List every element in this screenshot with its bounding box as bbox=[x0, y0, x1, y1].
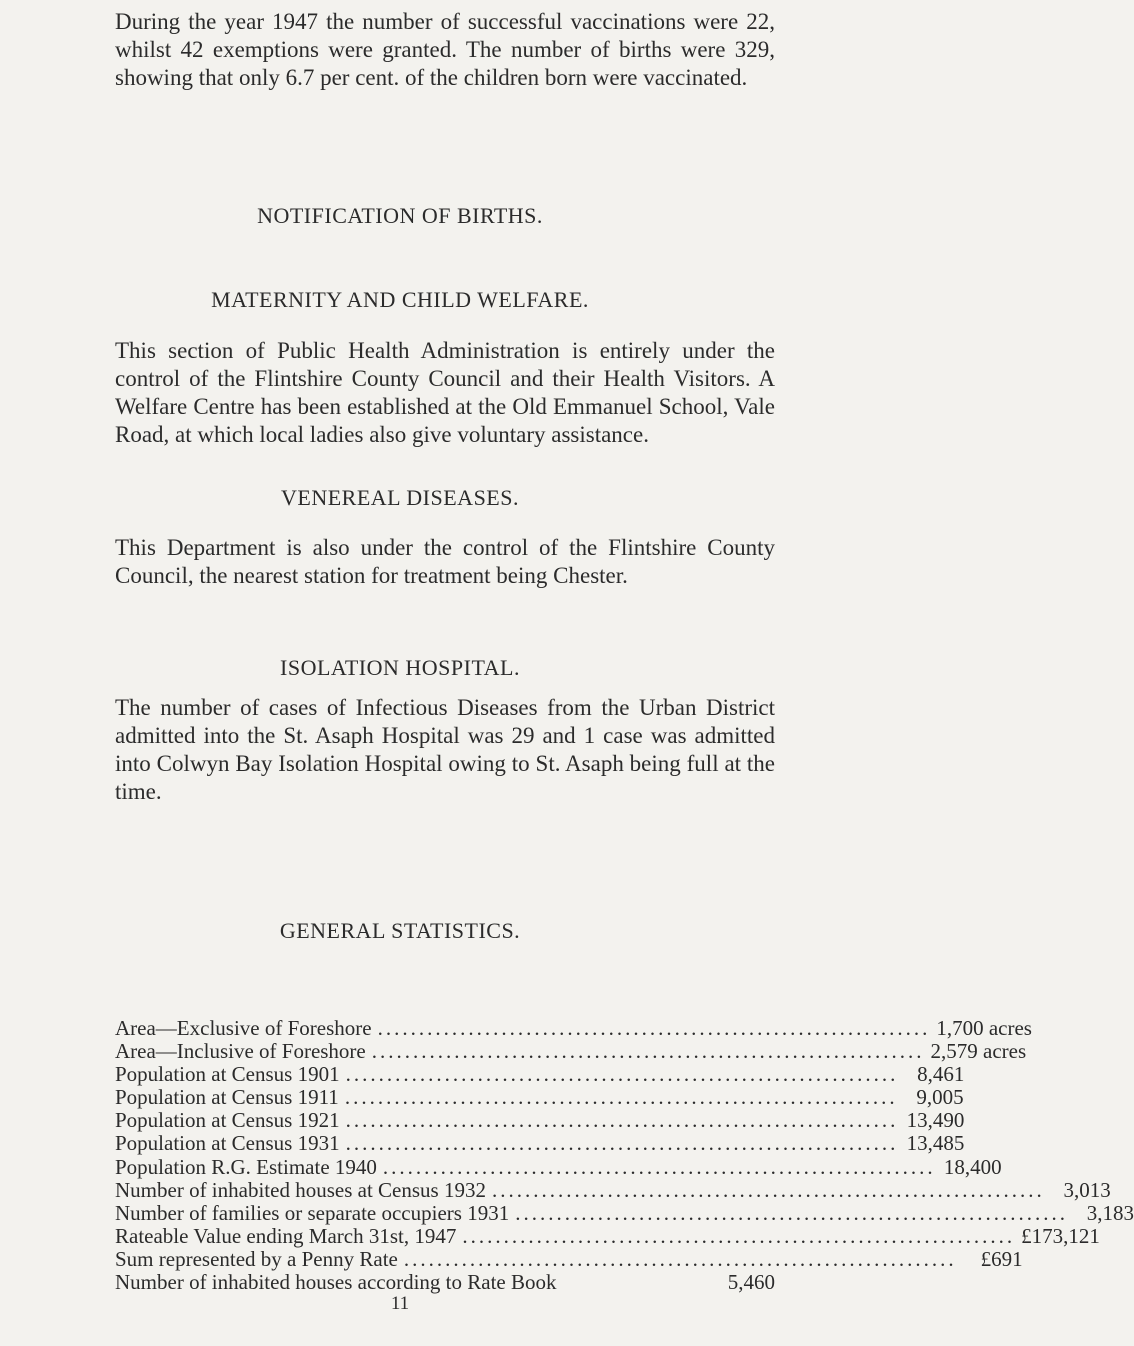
leader-dots: ................................................................... bbox=[345, 1062, 899, 1087]
statistics-row bbox=[115, 1177, 1111, 1202]
leader-dots: ................................................................... bbox=[371, 1039, 925, 1064]
statistics-row bbox=[115, 1131, 965, 1156]
leader-dots: ................................................................... bbox=[382, 1154, 936, 1179]
statistics-value: 8,461 bbox=[917, 1062, 965, 1087]
statistics-value: 3,013 bbox=[1063, 1177, 1111, 1202]
statistics-value: £691 bbox=[980, 1246, 1023, 1271]
isolation-paragraph: The number of cases of Infectious Diseases from the Urban District admitted into the St. Asaph Hospital was 29 and 1 case was admitted into Colwyn Bay Isolation Hospital owing to St. Asaph being full at the time. bbox=[115, 695, 775, 804]
statistics-label: Area—Inclusive of Foreshore bbox=[115, 1039, 366, 1064]
leader-dots: ................................................................... bbox=[345, 1131, 899, 1156]
statistics-row bbox=[115, 1223, 1100, 1248]
statistics-label: Number of inhabited houses at Census 1932 bbox=[115, 1177, 486, 1202]
statistics-label: Number of inhabited houses according to Rate Book bbox=[115, 1270, 557, 1295]
statistics-table bbox=[115, 1016, 1134, 1295]
maternity-paragraph: This section of Public Health Administration is entirely under the control of the Flintshire County Council and their Health Visitors. A Welfare Centre has been established at the Old Emmanuel School, Vale Road, at which local ladies also give voluntary assistance. bbox=[115, 338, 775, 447]
statistics-row bbox=[115, 1039, 1027, 1064]
statistics-value: 2,579 acres bbox=[930, 1039, 1027, 1064]
statistics-value: 18,400 bbox=[943, 1154, 1002, 1179]
leader-dots: ................................................................... bbox=[345, 1108, 899, 1133]
leader-dots: ................................................................... bbox=[403, 1246, 957, 1271]
statistics-label: Population at Census 1911 bbox=[115, 1085, 339, 1110]
statistics-value: 13,490 bbox=[906, 1108, 965, 1133]
statistics-row bbox=[115, 1085, 964, 1110]
leader-dots: ................................................................... bbox=[377, 1016, 931, 1040]
statistics-row bbox=[115, 1246, 1023, 1271]
general-statistics-heading: GENERAL STATISTICS. bbox=[279, 918, 521, 943]
statistics-row bbox=[115, 1016, 1032, 1040]
statistics-value: 1,700 acres bbox=[936, 1016, 1032, 1040]
statistics-value: 9,005 bbox=[916, 1085, 964, 1110]
statistics-row bbox=[115, 1108, 965, 1133]
statistics-row bbox=[115, 1271, 775, 1294]
statistics-row bbox=[115, 1200, 1134, 1225]
statistics-label: Population R.G. Estimate 1940 bbox=[115, 1154, 377, 1179]
isolation-heading: ISOLATION HOSPITAL. bbox=[280, 655, 520, 680]
page-number: 11 bbox=[390, 1293, 410, 1314]
leader-dots: ................................................................... bbox=[515, 1200, 1068, 1225]
venereal-heading: VENEREAL DISEASES. bbox=[281, 485, 519, 510]
statistics-label: Population at Census 1901 bbox=[115, 1062, 340, 1087]
notification-heading: NOTIFICATION OF BIRTHS. bbox=[257, 203, 543, 228]
leader-dots: ................................................................... bbox=[462, 1223, 1016, 1248]
maternity-heading: MATERNITY AND CHILD WELFARE. bbox=[211, 287, 589, 312]
statistics-row bbox=[115, 1062, 965, 1087]
statistics-value: 5,460 bbox=[727, 1270, 775, 1295]
statistics-label: Number of families or separate occupiers 1931 bbox=[115, 1200, 510, 1225]
leader-dots: ................................................................... bbox=[344, 1085, 898, 1110]
statistics-row bbox=[115, 1154, 1002, 1179]
vaccination-paragraph: During the year 1947 the number of successful vaccinations were 22, whilst 42 exemptions were granted. The number of births were 329, showing that only 6.7 per cent. of the children born were vaccinated. bbox=[115, 9, 775, 90]
statistics-label: Population at Census 1931 bbox=[115, 1131, 340, 1156]
statistics-label: Area—Exclusive of Foreshore bbox=[115, 1016, 372, 1040]
statistics-value: £173,121 bbox=[1021, 1223, 1100, 1248]
statistics-label: Sum represented by a Penny Rate bbox=[115, 1246, 398, 1271]
statistics-value: 13,485 bbox=[906, 1131, 965, 1156]
statistics-label: Population at Census 1921 bbox=[115, 1108, 340, 1133]
statistics-label: Rateable Value ending March 31st, 1947 bbox=[115, 1223, 457, 1248]
venereal-paragraph: This Department is also under the control of the Flintshire County Council, the nearest station for treatment being Chester. bbox=[115, 535, 775, 588]
statistics-value: 3,183 bbox=[1086, 1200, 1134, 1225]
leader-dots: ................................................................... bbox=[491, 1177, 1045, 1202]
